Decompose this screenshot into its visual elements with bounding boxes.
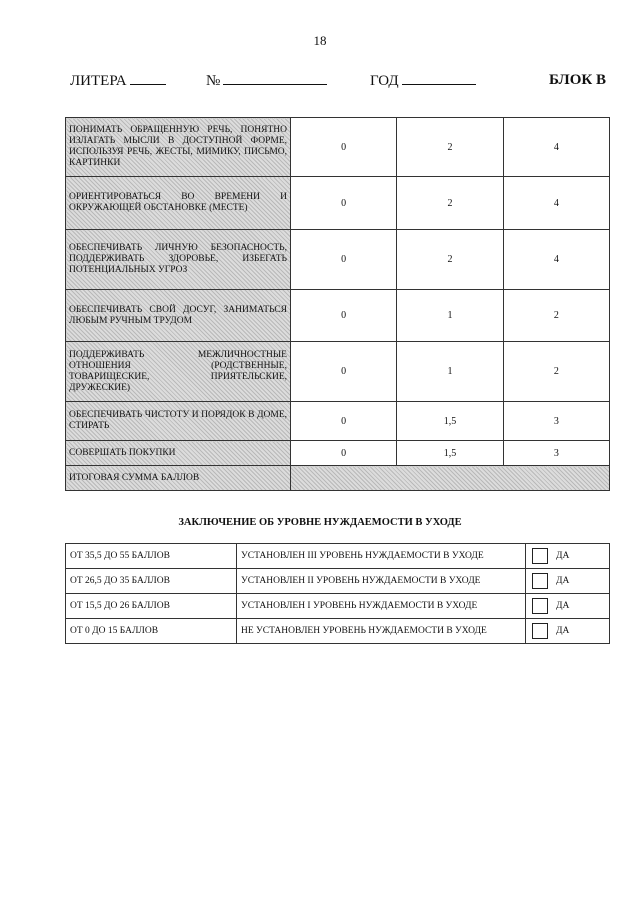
table-row: [66, 441, 610, 466]
score-range: ОТ 0 ДО 15 БАЛЛОВ: [66, 619, 237, 644]
page-number: 18: [313, 33, 327, 48]
row-label: ОБЕСПЕЧИВАТЬ ЧИСТОТУ И ПОРЯДОК В ДОМЕ, СТИРАТЬ: [69, 410, 287, 431]
score-cell[interactable]: 0: [291, 441, 397, 466]
conclusion-row: [66, 544, 610, 569]
year-blank[interactable]: [402, 72, 476, 85]
score-cell[interactable]: 2: [503, 290, 609, 342]
row-label-cell: [66, 402, 291, 441]
score-cell[interactable]: 0: [291, 402, 397, 441]
score-range: ОТ 15,5 ДО 26 БАЛЛОВ: [66, 594, 237, 619]
conclusion-row: [66, 619, 610, 644]
yes-label: ДА: [556, 576, 570, 586]
table-row: [66, 402, 610, 441]
row-label-cell: [66, 342, 291, 402]
number-label: №: [206, 73, 221, 89]
yes-label: ДА: [556, 601, 570, 611]
yes-option[interactable]: [526, 594, 610, 619]
score-cell[interactable]: 0: [291, 290, 397, 342]
score-cell[interactable]: 4: [503, 118, 609, 177]
row-label-cell: [66, 230, 291, 290]
row-label: ОБЕСПЕЧИВАТЬ ЛИЧНУЮ БЕЗОПАСНОСТЬ, ПОДДЕРЖИВАТЬ ЗДОРОВЬЕ, ИЗБЕГАТЬ ПОТЕНЦИАЛЬНЫХ УГРОЗ: [69, 243, 287, 275]
care-level-status: НЕ УСТАНОВЛЕН УРОВЕНЬ НУЖДАЕМОСТИ В УХОДЕ: [237, 619, 526, 644]
score-cell[interactable]: 3: [503, 441, 609, 466]
care-level-status: УСТАНОВЛЕН I УРОВЕНЬ НУЖДАЕМОСТИ В УХОДЕ: [237, 594, 526, 619]
total-label-cell: [66, 466, 291, 491]
yes-option[interactable]: [526, 544, 610, 569]
score-cell[interactable]: 1,5: [397, 441, 503, 466]
total-label: ИТОГОВАЯ СУММА БАЛЛОВ: [69, 472, 200, 483]
score-cell[interactable]: 0: [291, 342, 397, 402]
row-label-cell: [66, 290, 291, 342]
table-row: [66, 342, 610, 402]
yes-option[interactable]: [526, 619, 610, 644]
yes-option[interactable]: [526, 569, 610, 594]
conclusion-title: ЗАКЛЮЧЕНИЕ ОБ УРОВНЕ НУЖДАЕМОСТИ В УХОДЕ: [178, 517, 462, 528]
score-cell[interactable]: 0: [291, 118, 397, 177]
row-label: ОБЕСПЕЧИВАТЬ СВОЙ ДОСУГ, ЗАНИМАТЬСЯ ЛЮБЫМ РУЧНЫМ ТРУДОМ: [69, 304, 287, 326]
score-cell[interactable]: 0: [291, 230, 397, 290]
litera-blank[interactable]: [130, 72, 166, 85]
yes-checkbox[interactable]: [532, 548, 548, 564]
conclusion-row: [66, 594, 610, 619]
table-row: [66, 230, 610, 290]
year-label: ГОД: [370, 73, 399, 89]
yes-checkbox[interactable]: [532, 623, 548, 639]
score-cell[interactable]: 2: [397, 230, 503, 290]
row-label-cell: [66, 177, 291, 230]
conclusion-table: [65, 543, 610, 644]
row-label-cell: [66, 118, 291, 177]
row-label: СОВЕРШАТЬ ПОКУПКИ: [69, 447, 176, 458]
score-table: [65, 117, 610, 491]
yes-label: ДА: [556, 626, 570, 636]
litera-label: ЛИТЕРА: [70, 73, 127, 89]
score-cell[interactable]: 1,5: [397, 402, 503, 441]
table-row: [66, 118, 610, 177]
score-range: ОТ 26,5 ДО 35 БАЛЛОВ: [66, 569, 237, 594]
score-cell[interactable]: 0: [291, 177, 397, 230]
total-value-cell[interactable]: [291, 466, 610, 491]
number-blank[interactable]: [223, 72, 327, 85]
score-range: ОТ 35,5 ДО 55 БАЛЛОВ: [66, 544, 237, 569]
table-row: [66, 290, 610, 342]
score-cell[interactable]: 4: [503, 230, 609, 290]
score-cell[interactable]: 2: [397, 177, 503, 230]
year-field[interactable]: [370, 72, 476, 90]
yes-checkbox[interactable]: [532, 573, 548, 589]
score-cell[interactable]: 3: [503, 402, 609, 441]
yes-label: ДА: [556, 551, 570, 561]
score-cell[interactable]: 1: [397, 290, 503, 342]
total-row: [66, 466, 610, 491]
yes-checkbox[interactable]: [532, 598, 548, 614]
number-field[interactable]: [206, 72, 327, 90]
score-cell[interactable]: 1: [397, 342, 503, 402]
score-cell[interactable]: 2: [397, 118, 503, 177]
row-label: ОРИЕНТИРОВАТЬСЯ ВО ВРЕМЕНИ И ОКРУЖАЮЩЕЙ ОБСТАНОВКЕ (МЕСТЕ): [69, 192, 287, 213]
form-header: [70, 72, 610, 92]
row-label: ПОНИМАТЬ ОБРАЩЕННУЮ РЕЧЬ, ПОНЯТНО ИЗЛАГАТЬ МЫСЛИ В ДОСТУПНОЙ ФОРМЕ, ИСПОЛЬЗУЯ РЕЧЬ, ЖЕСТЫ, МИМИКУ, ПИСЬМО, КАРТИНКИ: [69, 125, 287, 168]
row-label: ПОДДЕРЖИВАТЬ МЕЖЛИЧНОСТНЫЕ ОТНОШЕНИЯ (РОДСТВЕННЫЕ, ТОВАРИЩЕСКИЕ, ПРИЯТЕЛЬСКИЕ, ДРУЖЕСКИЕ): [69, 349, 287, 393]
conclusion-row: [66, 569, 610, 594]
block-label: БЛОК В: [548, 72, 606, 88]
score-cell[interactable]: 2: [503, 342, 609, 402]
litera-field[interactable]: [70, 72, 166, 90]
care-level-status: УСТАНОВЛЕН II УРОВЕНЬ НУЖДАЕМОСТИ В УХОДЕ: [237, 569, 526, 594]
score-cell[interactable]: 4: [503, 177, 609, 230]
row-label-cell: [66, 441, 291, 466]
care-level-status: УСТАНОВЛЕН III УРОВЕНЬ НУЖДАЕМОСТИ В УХОДЕ: [237, 544, 526, 569]
table-row: [66, 177, 610, 230]
